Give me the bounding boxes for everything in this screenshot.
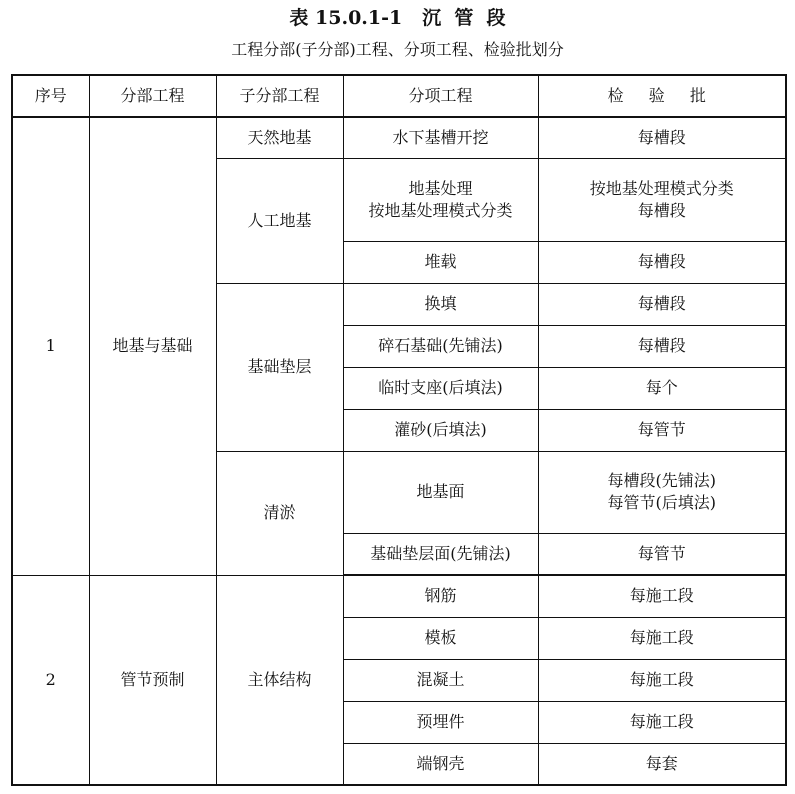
batch-line: 每槽段(先铺法) [607, 471, 716, 490]
item-cell: 端钢壳 [343, 743, 538, 785]
item-cell: 换填 [343, 283, 538, 325]
batch-line: 按地基处理模式分类 [589, 178, 734, 198]
batch-cell: 每施工段 [538, 575, 786, 617]
batch-cell: 每槽段 [538, 325, 786, 367]
group-index-cell: 2 [12, 575, 89, 785]
subdivision-cell: 主体结构 [216, 575, 343, 785]
batch-cell: 每槽段 [538, 117, 786, 158]
table-subtitle: 工程分部(子分部)工程、分项工程、检验批划分 [231, 40, 564, 59]
table-row [12, 117, 786, 158]
table-row [12, 575, 786, 617]
item-cell: 地基面 [343, 451, 538, 533]
subdivision-cell: 基础垫层 [216, 283, 343, 451]
item-cell: 钢筋 [343, 575, 538, 617]
group-index-cell: 1 [12, 117, 89, 575]
item-cell: 混凝土 [343, 659, 538, 701]
division-table [11, 74, 787, 786]
batch-cell: 每施工段 [538, 701, 786, 743]
item-cell: 水下基槽开挖 [343, 117, 538, 158]
item-cell: 预埋件 [343, 701, 538, 743]
header-item: 分项工程 [343, 75, 538, 117]
header-index: 序号 [12, 75, 89, 117]
batch-cell: 每槽段 [538, 283, 786, 325]
batch-cell: 每管节 [538, 533, 786, 575]
header-division: 分部工程 [89, 75, 216, 117]
division-cell: 地基与基础 [89, 117, 216, 575]
batch-line: 每槽段 [637, 200, 686, 220]
batch-cell: 每套 [538, 743, 786, 785]
batch-line: 每管节(后填法) [607, 493, 716, 512]
batch-cell: 每施工段 [538, 659, 786, 701]
item-cell [343, 158, 538, 241]
item-cell: 基础垫层面(先铺法) [343, 533, 538, 575]
subdivision-cell: 天然地基 [216, 117, 343, 158]
batch-cell [538, 451, 786, 533]
item-line: 地基处理 [408, 178, 473, 198]
batch-cell: 每管节 [538, 409, 786, 451]
batch-cell: 每施工段 [538, 617, 786, 659]
header-subdivision: 子分部工程 [216, 75, 343, 117]
item-cell: 堆载 [343, 241, 538, 283]
item-cell: 灌砂(后填法) [343, 409, 538, 451]
header-row [12, 75, 786, 117]
batch-cell [538, 158, 786, 241]
item-cell: 模板 [343, 617, 538, 659]
division-cell: 管节预制 [89, 575, 216, 785]
item-cell: 临时支座(后填法) [343, 367, 538, 409]
subdivision-cell: 人工地基 [216, 158, 343, 283]
batch-cell: 每槽段 [538, 241, 786, 283]
item-cell: 碎石基础(先铺法) [343, 325, 538, 367]
table-title: 表 15.0.1-1 沉 管 段 [289, 7, 506, 29]
item-line: 按地基处理模式分类 [368, 200, 513, 220]
batch-cell: 每个 [538, 367, 786, 409]
header-batch: 检 验 批 [538, 75, 786, 117]
subdivision-cell: 清淤 [216, 451, 343, 575]
